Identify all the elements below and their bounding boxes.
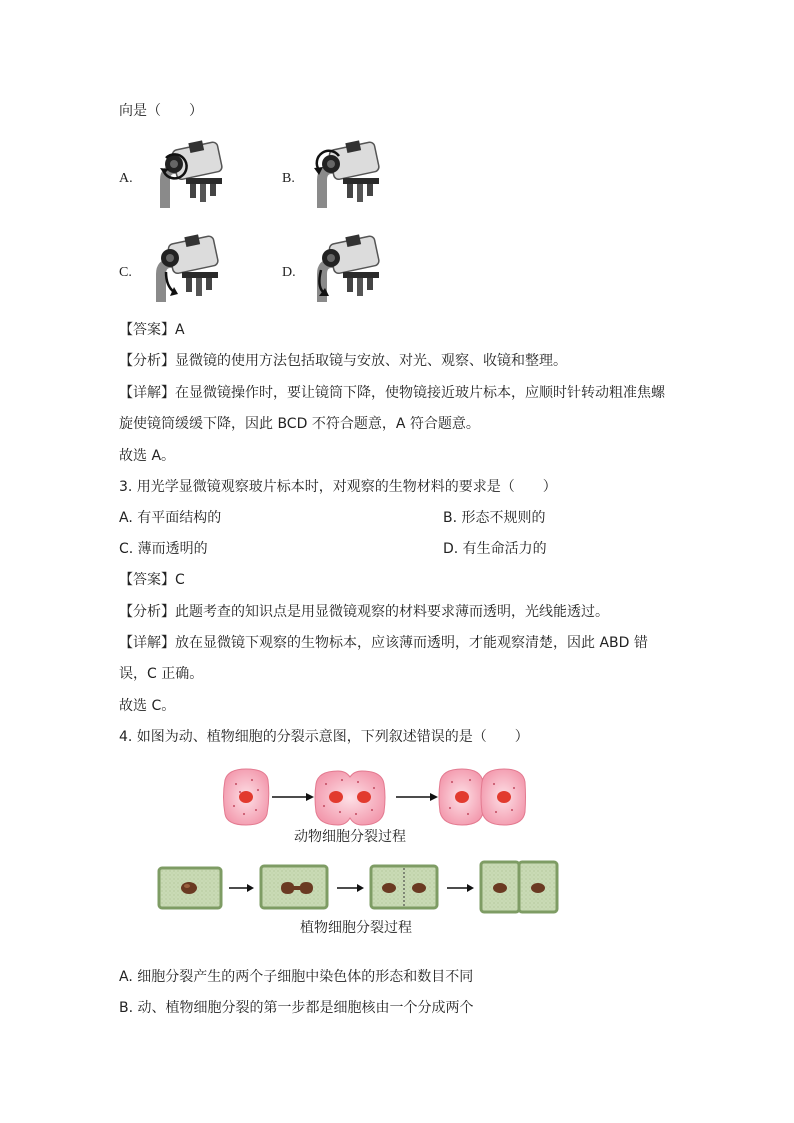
q3-option-c: C. 薄而透明的 (119, 541, 208, 557)
microscope-clockwise-arrow-icon (148, 140, 228, 212)
q2-option-c-label: C. (119, 265, 132, 280)
q3-answer: 【答案】C (119, 572, 185, 588)
q3-detail-line2: 误，C 正确。 (119, 666, 204, 682)
animal-cell-stage-2 (315, 771, 385, 825)
q3-option-b: B. 形态不规则的 (443, 510, 546, 526)
animal-caption: 动物细胞分裂过程 (294, 829, 406, 845)
animal-cell-stage-3 (439, 769, 526, 825)
q2-option-d-label: D. (282, 265, 296, 280)
q4-option-b: B. 动、植物细胞分裂的第一步都是细胞核由一个分成两个 (119, 1000, 474, 1016)
q2-option-a-label: A. (119, 171, 133, 186)
plant-caption: 植物细胞分裂过程 (300, 920, 412, 936)
arrow-right-icon (337, 884, 364, 892)
plant-cell-stage-4 (481, 862, 557, 912)
q3-option-a: A. 有平面结构的 (119, 510, 222, 526)
arrow-right-icon (272, 793, 314, 801)
q4-option-a: A. 细胞分裂产生的两个子细胞中染色体的形态和数目不同 (119, 969, 474, 985)
q3-choice: 故选 C。 (119, 698, 176, 714)
q2-detail-line2: 旋使镜筒缓缓下降，因此 BCD 不符合题意，A 符合题意。 (119, 416, 480, 432)
arrow-right-icon (229, 884, 254, 892)
microscope-arrow-down-right-icon (144, 234, 224, 306)
q4-stem: 4. 如图为动、植物细胞的分裂示意图，下列叙述错误的是（ ） (119, 729, 529, 745)
q2-answer: 【答案】A (119, 322, 185, 338)
arrow-right-icon (396, 793, 438, 801)
q2-analysis: 【分析】显微镜的使用方法包括取镜与安放、对光、观察、收镜和整理。 (119, 353, 567, 369)
q2-detail-line1: 【详解】在显微镜操作时，要让镜筒下降，使物镜接近玻片标本，应顺时针转动粗准焦螺 (119, 385, 665, 401)
q3-stem: 3. 用光学显微镜观察玻片标本时，对观察的生物材料的要求是（ ） (119, 479, 557, 495)
animal-cell-stage-1 (224, 769, 269, 825)
plant-cell-stage-2 (261, 866, 327, 908)
arrow-right-icon (447, 884, 474, 892)
q3-analysis: 【分析】此题考查的知识点是用显微镜观察的材料要求薄而透明，光线能透过。 (119, 604, 609, 620)
microscope-counterclockwise-arrow-icon (305, 140, 385, 212)
q3-detail-line1: 【详解】放在显微镜下观察的生物标本，应该薄而透明，才能观察清楚，因此 ABD 错 (119, 635, 648, 651)
microscope-arrow-down-left-icon (305, 234, 385, 306)
q3-option-d: D. 有生命活力的 (443, 541, 547, 557)
q2-option-b-label: B. (282, 171, 295, 186)
plant-cell-division-figure (157, 858, 559, 916)
plant-cell-stage-1 (159, 868, 221, 908)
q2-choice: 故选 A。 (119, 448, 176, 464)
animal-cell-division-figure (222, 766, 526, 828)
q2-stem-tail: 向是（ ） (119, 103, 203, 119)
plant-cell-stage-3 (371, 866, 437, 908)
